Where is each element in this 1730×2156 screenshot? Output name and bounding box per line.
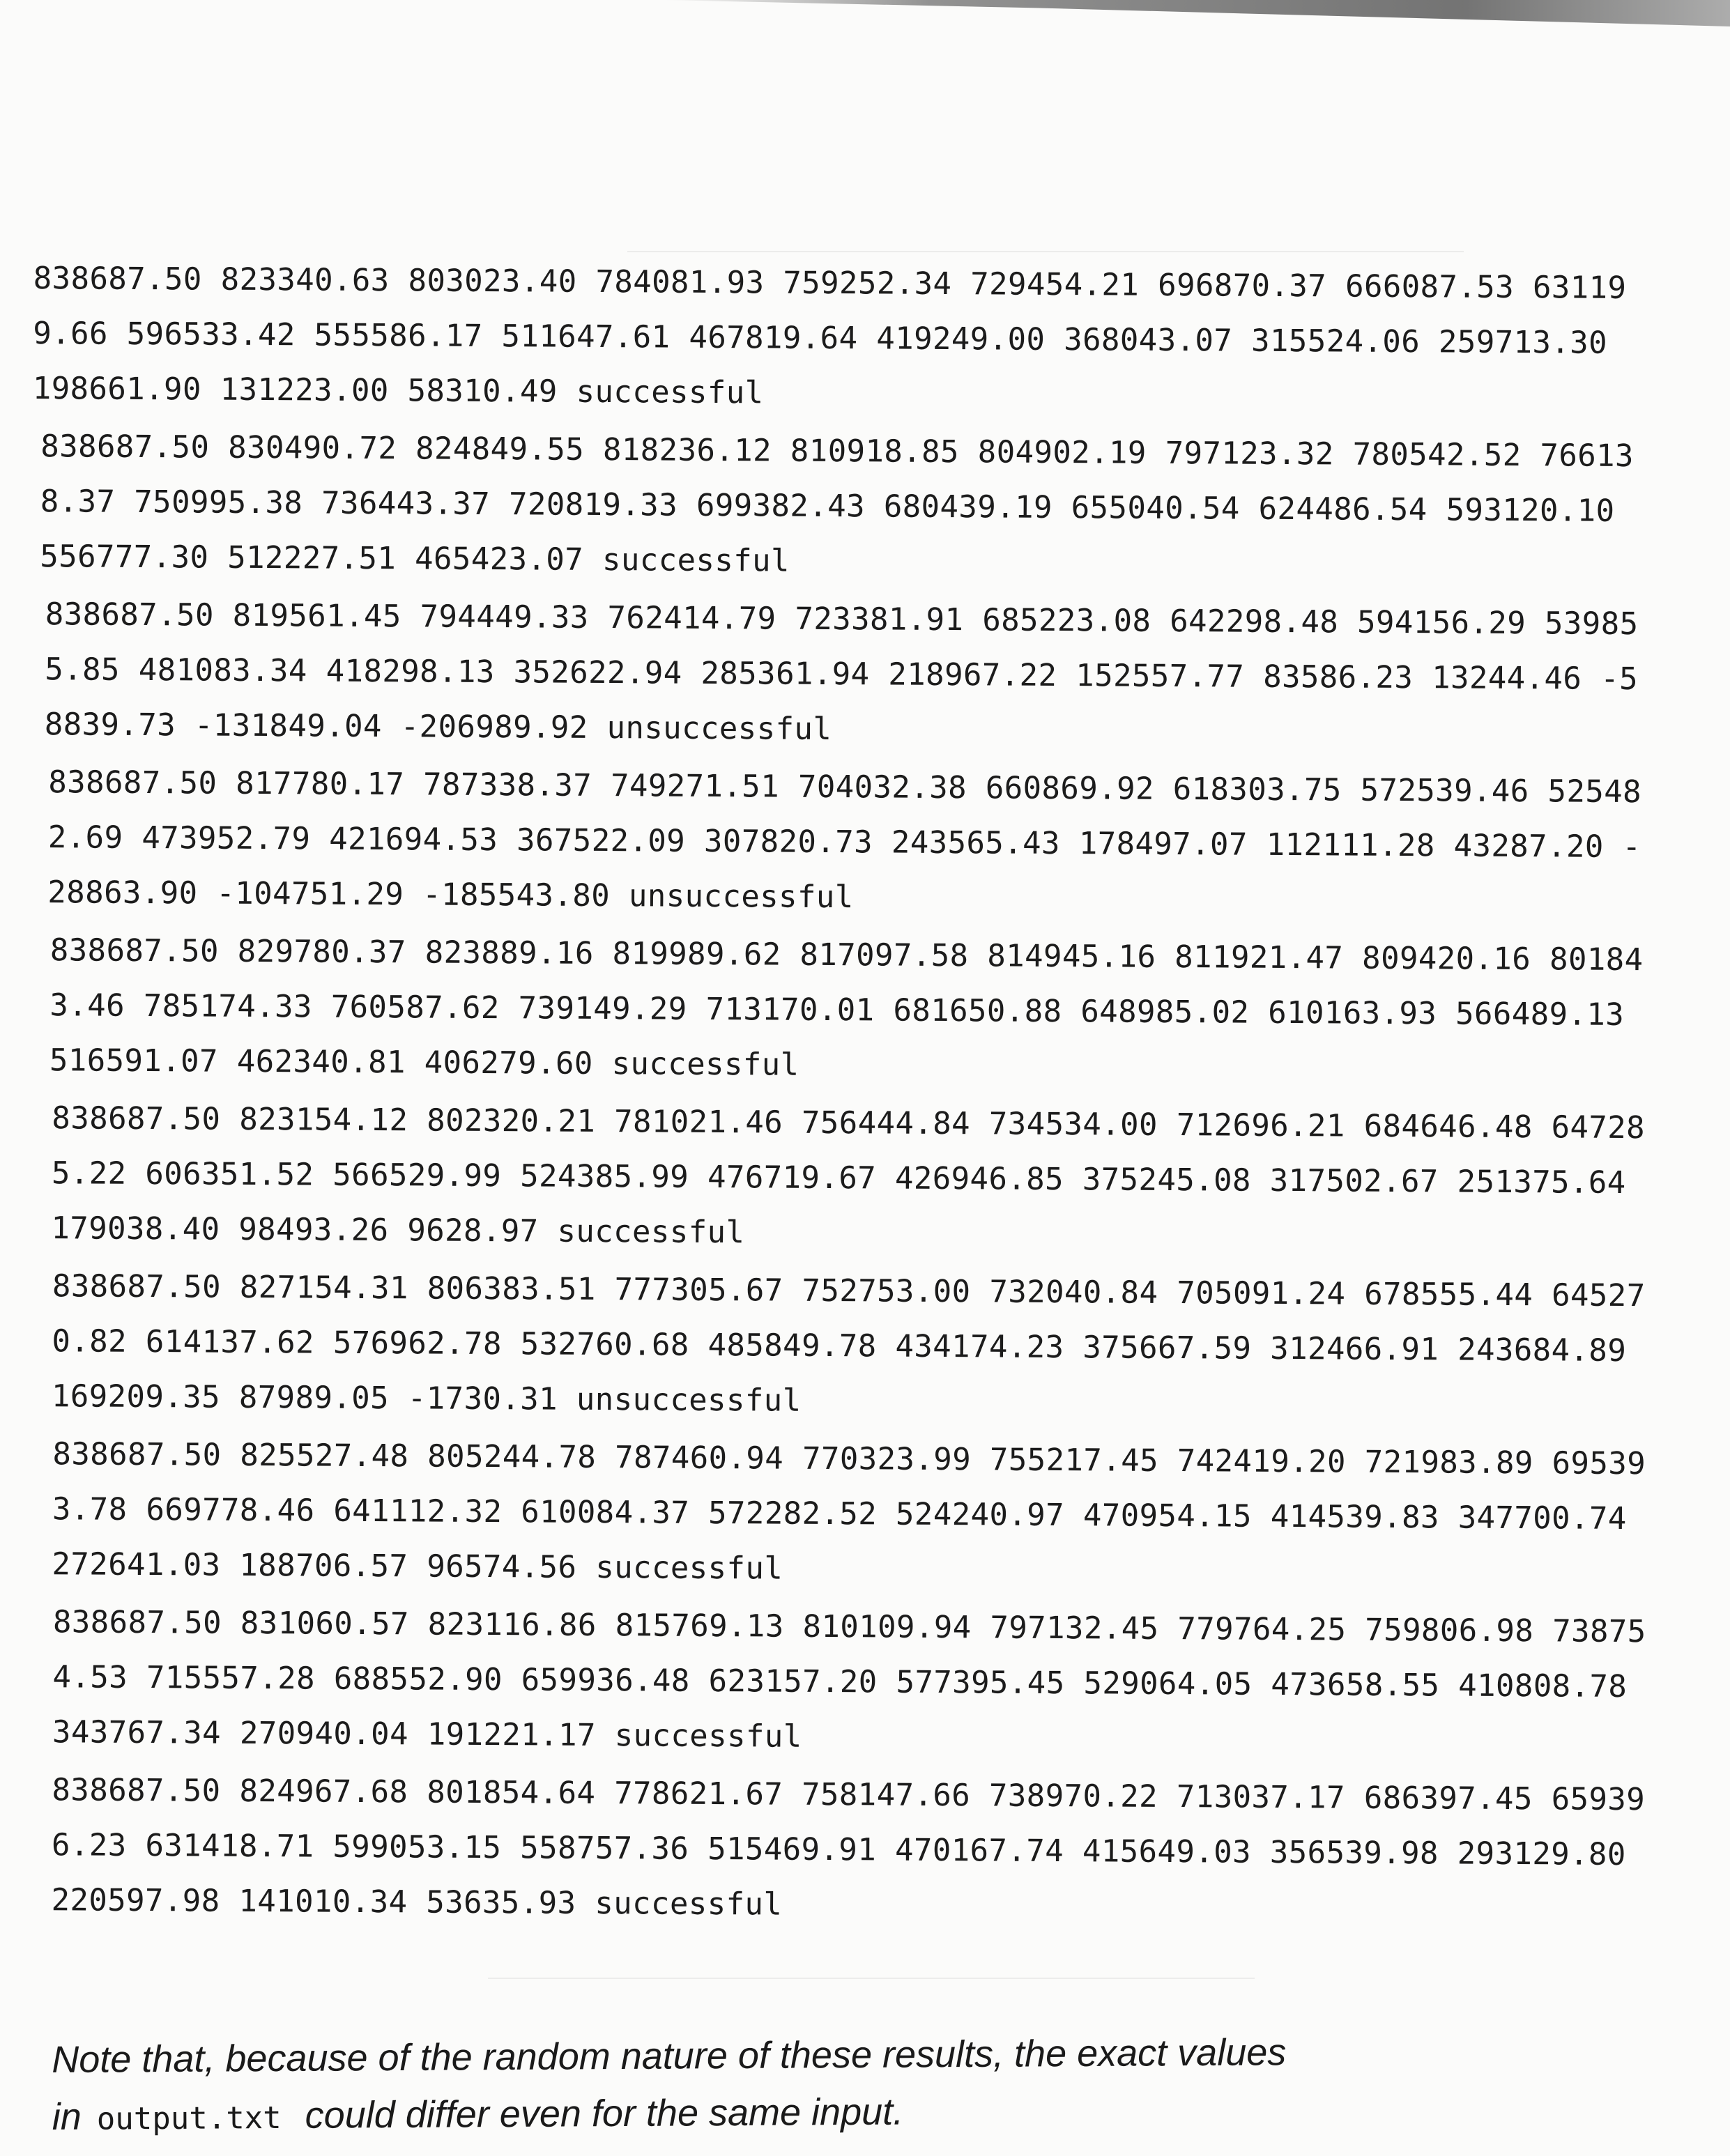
- note-paragraph: [52, 2023, 1446, 2148]
- output-line: 838687.50 831060.57 823116.86 815769.13 810109.94 797132.45 779764.25 759806.98 73875: [52, 1604, 1646, 1650]
- output-line: 4.53 715557.28 688552.90 659936.48 623157.20 577395.45 529064.05 473658.55 410808.78: [52, 1659, 1628, 1705]
- note-line-1: Note that, because of the random nature of these results, the exact values: [52, 2031, 1287, 2081]
- output-line: 516591.07 462340.81 406279.60 successful: [49, 1042, 799, 1083]
- output-line: 169209.35 87989.05 -1730.31 unsuccessful: [51, 1378, 802, 1419]
- bottom-rule: [488, 1978, 1255, 1979]
- output-record: [52, 1258, 1686, 1433]
- output-record: [47, 755, 1689, 930]
- output-line: 198661.90 131223.00 58310.49 successful: [32, 370, 764, 411]
- output-line: 6.23 631418.71 599053.15 558757.36 515469.91 470167.74 415649.03 356539.98 293129.80: [51, 1827, 1626, 1872]
- output-line: 5.22 606351.52 566529.99 524385.99 476719.67 426946.85 375245.08 317502.67 251375.64: [51, 1155, 1626, 1201]
- output-record: [52, 1426, 1685, 1601]
- output-line: 838687.50 830490.72 824849.55 818236.12 810918.85 804902.19 797123.32 780542.52 76613: [40, 429, 1635, 475]
- output-line: 272641.03 188706.57 96574.56 successful: [52, 1546, 783, 1587]
- output-record: [51, 1762, 1683, 1937]
- output-line: 838687.50 824967.68 801854.64 778621.67 758147.66 738970.22 713037.17 686397.45 65939: [52, 1772, 1646, 1818]
- output-line: 838687.50 819561.45 794449.33 762414.79 723381.91 685223.08 642298.48 594156.29 53985: [45, 596, 1639, 642]
- output-line: 220597.98 141010.34 53635.93 successful: [51, 1882, 783, 1923]
- output-line: 3.46 785174.33 760587.62 739149.29 713170.01 681650.88 648985.02 610163.93 566489.13: [49, 987, 1625, 1033]
- output-line: 838687.50 829780.37 823889.16 819989.62 817097.58 814945.16 811921.47 809420.16 80184: [49, 932, 1644, 978]
- output-line: 2.69 473952.79 421694.53 367522.09 307820.73 243565.43 178497.07 112111.28 43287.20 -: [47, 819, 1641, 865]
- output-line: 28863.90 -104751.29 -185543.80 unsuccessful: [47, 875, 854, 916]
- output-line: 5.85 481083.34 418298.13 352622.94 285361.94 218967.22 152557.77 83586.23 13244.46 -5: [45, 652, 1639, 698]
- output-line: 0.82 614137.62 576962.78 532760.68 485849.78 434174.23 375667.59 312466.91 243684.89: [52, 1323, 1627, 1369]
- scan-edge-shadow: [662, 0, 1730, 26]
- output-line: 838687.50 827154.31 806383.51 777305.67 752753.00 732040.84 705091.24 678555.44 64527: [52, 1268, 1646, 1314]
- output-record: [40, 419, 1691, 594]
- output-record: [45, 587, 1690, 762]
- output-line: 556777.30 512227.51 465423.07 successful: [40, 539, 790, 579]
- output-line: 838687.50 823340.63 803023.40 784081.93 759252.34 729454.21 696870.37 666087.53 63119: [33, 260, 1627, 306]
- output-line: 8839.73 -131849.04 -206989.92 unsuccessful: [44, 707, 832, 748]
- output-line: 838687.50 823154.12 802320.21 781021.46 756444.84 734534.00 712696.21 684646.48 64728: [52, 1100, 1646, 1146]
- note-filename-code: output.txt: [96, 2100, 282, 2137]
- output-line: 838687.50 825527.48 805244.78 787460.94 770323.99 755217.45 742419.20 721983.89 69539: [52, 1436, 1646, 1482]
- output-line: 9.66 596533.42 555586.17 511647.61 467819.64 419249.00 368043.07 315524.06 259713.30: [33, 315, 1608, 361]
- output-line: 838687.50 817780.17 787338.37 749271.51 704032.38 660869.92 618303.75 572539.46 52548: [48, 764, 1642, 810]
- output-record: [33, 251, 1692, 426]
- note-line-2-end: could differ even for the same input.: [305, 2090, 904, 2136]
- note-line-2-start: in: [52, 2095, 82, 2138]
- output-line: 343767.34 270940.04 191221.17 successful: [52, 1714, 802, 1755]
- output-listing: [23, 251, 1692, 1940]
- output-record: [49, 923, 1688, 1098]
- output-line: 3.78 669778.46 641112.32 610084.37 572282.52 524240.97 470954.15 414539.83 347700.74: [52, 1491, 1627, 1537]
- output-line: 179038.40 98493.26 9628.97 successful: [51, 1210, 745, 1251]
- output-line: 8.37 750995.38 736443.37 720819.33 699382.43 680439.19 655040.54 624486.54 593120.10: [40, 484, 1615, 529]
- top-rule: [627, 251, 1464, 252]
- output-record: [52, 1594, 1684, 1769]
- note-line-2: [52, 2080, 1446, 2148]
- output-record: [51, 1091, 1687, 1265]
